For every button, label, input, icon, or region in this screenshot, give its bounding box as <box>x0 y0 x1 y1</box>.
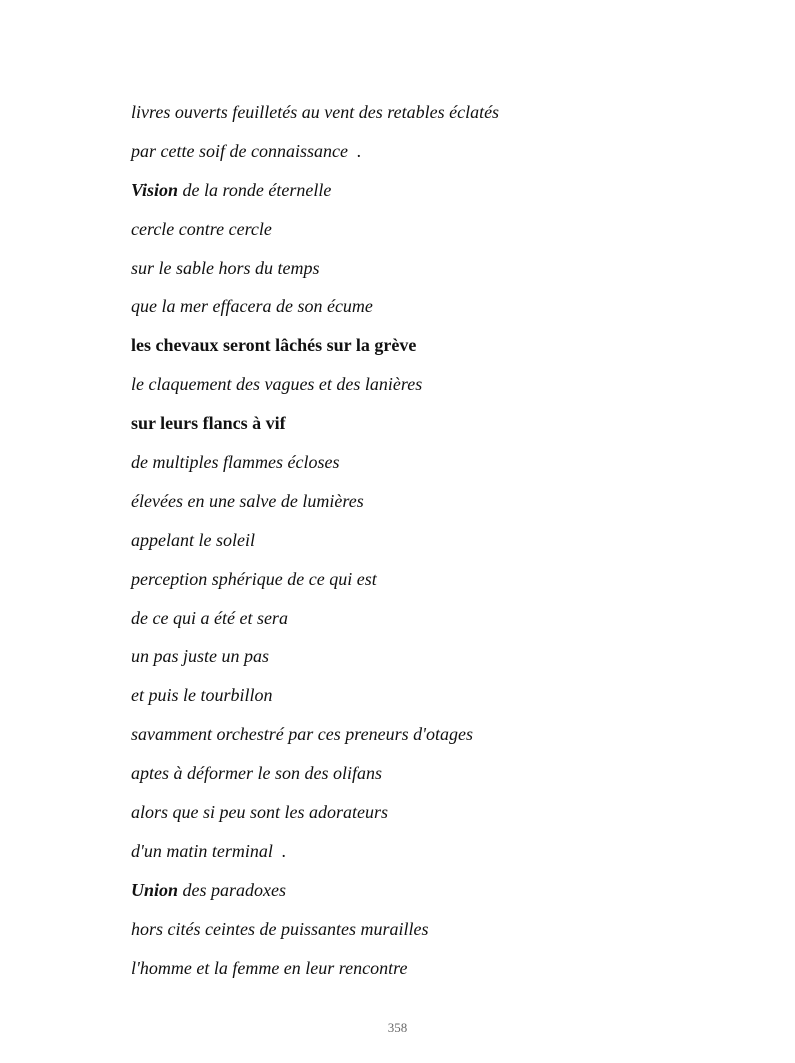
poem-line-text: que la mer effacera de son écume <box>131 296 373 317</box>
poem-line <box>131 918 691 957</box>
poem-line <box>131 645 691 684</box>
poem-line-text: de ce qui a été et sera <box>131 607 288 628</box>
emphasized-word: Vision <box>131 179 179 200</box>
poem-line-text: savamment orchestré par ces preneurs d'otages <box>131 724 473 745</box>
poem-line-text: livres ouverts feuilletés au vent des retables éclatés <box>131 102 500 122</box>
poem-line-text: sur leurs flancs à vif <box>131 413 286 434</box>
poem-line-text: appelant le soleil <box>131 529 255 550</box>
poem-line <box>131 451 691 490</box>
poem-line-text: les chevaux seront lâchés sur la grève <box>131 335 417 356</box>
poem-line <box>131 101 691 140</box>
poem-line <box>131 840 691 879</box>
poem-line <box>131 957 691 996</box>
poem-line <box>131 295 691 334</box>
poem-line <box>131 257 691 296</box>
poem-line <box>131 334 691 373</box>
poem-line <box>131 801 691 840</box>
poem-line <box>131 412 691 451</box>
emphasized-word: Union <box>131 879 179 900</box>
poem-line <box>131 529 691 568</box>
poem-line-text: élevées en une salve de lumières <box>131 490 364 511</box>
poem-line <box>131 723 691 762</box>
poem-line <box>131 373 691 412</box>
poem-line-text: cercle contre cercle <box>131 218 272 239</box>
poem-line <box>131 879 691 918</box>
poem-line <box>131 140 691 179</box>
poem-line <box>131 490 691 529</box>
poem-line-text: de multiples flammes écloses <box>131 452 340 473</box>
poem-line <box>131 607 691 646</box>
poem-line-text: par cette soif de connaissance . <box>131 140 362 161</box>
poem-line-text: l'homme et la femme en leur rencontre <box>131 957 408 978</box>
poem-line-text: et puis le tourbillon <box>131 685 273 706</box>
poem-line <box>131 179 691 218</box>
poem-line-text: hors cités ceintes de puissantes murailles <box>131 918 429 939</box>
poem-line-text: un pas juste un pas <box>131 646 270 667</box>
poem-line-text: perception sphérique de ce qui est <box>131 568 377 589</box>
poem-line <box>131 762 691 801</box>
poem-line-text: aptes à déformer le son des olifans <box>131 763 382 784</box>
page-number: 358 <box>387 1020 408 1035</box>
poem-line-text: sur le sable hors du temps <box>131 257 320 278</box>
poem-line-text: d'un matin terminal . <box>131 840 287 861</box>
poem-line-text: de la ronde éternelle <box>178 179 332 200</box>
poem-line <box>131 568 691 607</box>
poem-text <box>131 101 691 995</box>
poem-line-text: des paradoxes <box>178 879 287 900</box>
poem-line-text: le claquement des vagues et des lanières <box>131 374 423 395</box>
poem-line <box>131 218 691 257</box>
poem-line <box>131 684 691 723</box>
poem-line-text: alors que si peu sont les adorateurs <box>131 802 389 823</box>
